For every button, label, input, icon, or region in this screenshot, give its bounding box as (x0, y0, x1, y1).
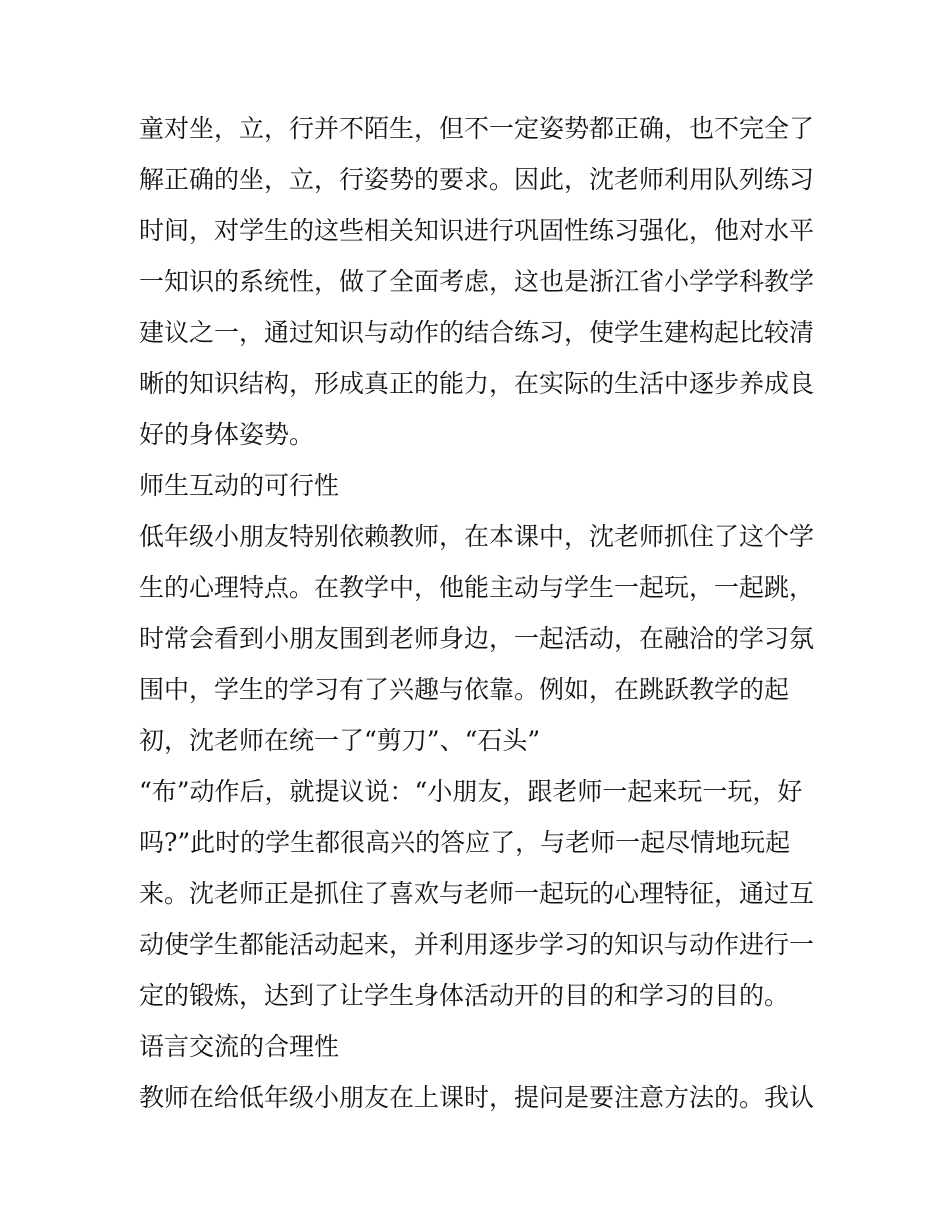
text-line: 童对坐，立，行并不陌生，但不一定姿势都正确，也不完全了 (139, 114, 815, 143)
text-line: 时间，对学生的这些相关知识进行巩固性练习强化，他对水平 (139, 216, 815, 245)
text-line: 建议之一，通过知识与动作的结合练习，使学生建构起比较清 (139, 318, 815, 347)
text-line: 动使学生都能活动起来，并利用逐步学习的知识与动作进行一 (139, 930, 815, 959)
text-line: 生的心理特点。在教学中，他能主动与学生一起玩，一起跳， (139, 573, 815, 602)
text-line: 晰的知识结构，形成真正的能力，在实际的生活中逐步养成良 (139, 369, 815, 398)
text-line: 低年级小朋友特别依赖教师，在本课中，沈老师抓住了这个学 (139, 522, 815, 551)
text-line: 来。沈老师正是抓住了喜欢与老师一起玩的心理特征，通过互 (139, 879, 815, 908)
text-line: 时常会看到小朋友围到老师身边，一起活动，在融洽的学习氛 (139, 624, 815, 653)
text-line: 解正确的坐，立，行姿势的要求。因此，沈老师利用队列练习 (139, 165, 815, 194)
text-line: 初，沈老师在统一了“剪刀”、“石头” (139, 726, 541, 755)
text-line: 围中，学生的学习有了兴趣与依靠。例如，在跳跃教学的起 (139, 675, 790, 704)
text-line: 教师在给低年级小朋友在上课时，提问是要注意方法的。我认 (139, 1083, 815, 1112)
document-body (139, 103, 819, 1123)
text-line: 一知识的系统性，做了全面考虑，这也是浙江省小学学科教学 (139, 267, 815, 296)
text-line: “布”动作后，就提议说：“小朋友，跟老师一起来玩一玩，好 (139, 777, 803, 806)
section-heading: 师生互动的可行性 (139, 471, 340, 500)
text-line: 好的身体姿势。 (139, 420, 315, 449)
section-heading: 语言交流的合理性 (139, 1032, 340, 1061)
text-line: 吗?”此时的学生都很高兴的答应了，与老师一起尽情地玩起 (139, 828, 791, 857)
text-line: 定的锻炼，达到了让学生身体活动开的目的和学习的目的。 (139, 981, 790, 1010)
